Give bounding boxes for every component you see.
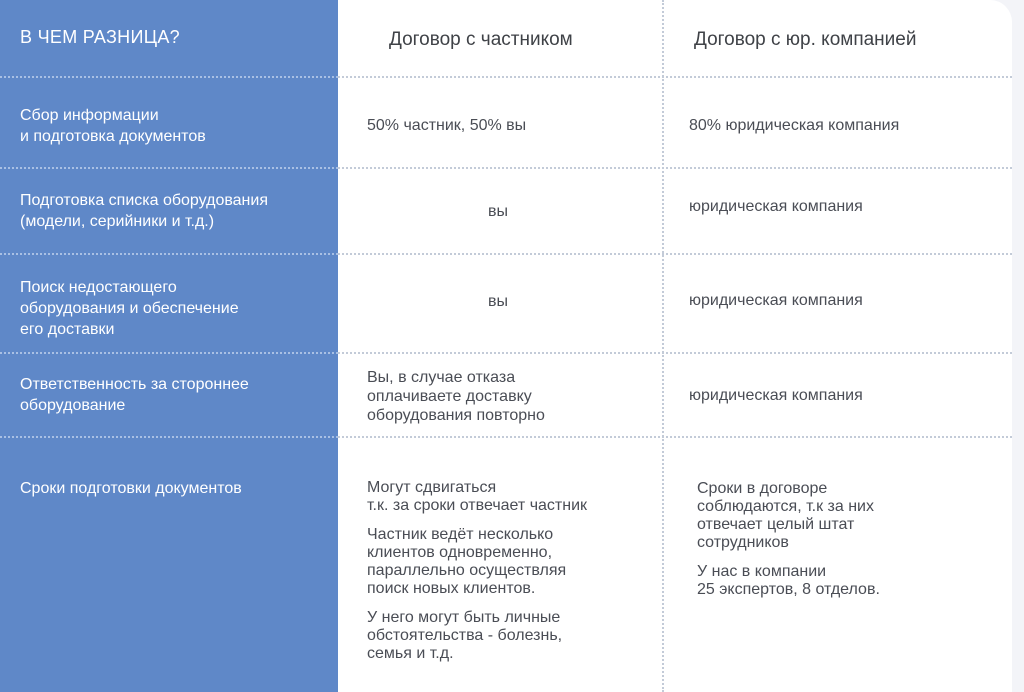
row-label-line: оборудования и обеспечение — [20, 300, 239, 317]
value-line: У нас в компании — [697, 563, 827, 580]
value-line: оплачиваете доставку — [367, 388, 532, 405]
value-line: оборудования повторно — [367, 407, 545, 424]
row-label-line: его доставки — [20, 321, 115, 338]
value-line: семья и т.д. — [367, 645, 454, 662]
value-line: соблюдаются, т.к за них — [697, 498, 874, 515]
row-company-value — [689, 290, 989, 311]
value-line: У него могут быть личные — [367, 609, 561, 626]
value-line: юридическая компания — [689, 292, 863, 309]
row-private-value — [367, 115, 647, 136]
row-private-value — [488, 201, 568, 222]
row-label-line: (модели, серийники и т.д.) — [20, 213, 215, 230]
header-title: В ЧЕМ РАЗНИЦА? — [20, 27, 180, 47]
value-paragraph — [367, 479, 657, 515]
value-line: вы — [488, 293, 508, 310]
row-company-value — [689, 115, 989, 136]
criteria-column — [0, 0, 338, 692]
value-line: Вы, в случае отказа — [367, 369, 516, 386]
row-label-equipment-list — [20, 190, 330, 232]
value-line: 25 экспертов, 8 отделов. — [697, 581, 880, 598]
row-label-line: Подготовка списка оборудования — [20, 192, 268, 209]
value-line: параллельно осуществляя — [367, 562, 567, 579]
value-line: Могут сдвигаться — [367, 479, 497, 496]
row-label-line: и подготовка документов — [20, 128, 206, 145]
value-line: т.к. за сроки отвечает частник — [367, 497, 588, 514]
row-company-value — [689, 385, 989, 406]
value-line: обстоятельства - болезнь, — [367, 627, 563, 644]
value-line: клиентов одновременно, — [367, 544, 553, 561]
value-line: вы — [488, 203, 508, 220]
value-paragraph — [367, 526, 657, 598]
row-company-value — [697, 480, 997, 599]
row-label-line: Сроки подготовки документов — [20, 480, 242, 497]
value-paragraph — [367, 609, 657, 663]
header-company-contract: Договор с юр. компанией — [694, 29, 917, 50]
value-line: отвечает целый штат — [697, 516, 855, 533]
row-private-value — [367, 479, 657, 663]
row-label-line: Ответственность за стороннее — [20, 376, 249, 393]
row-label-missing-equipment — [20, 277, 330, 340]
row-private-value — [488, 291, 568, 312]
row-label-deadlines — [20, 478, 330, 499]
column-divider — [662, 0, 664, 692]
row-label-line: Поиск недостающего — [20, 279, 177, 296]
value-line: 80% юридическая компания — [689, 117, 900, 134]
row-label-third-party-equipment — [20, 374, 330, 416]
value-line: Сроки в договоре — [697, 480, 828, 497]
value-paragraph — [697, 480, 997, 552]
value-line: Частник ведёт несколько — [367, 526, 554, 543]
value-line: юридическая компания — [689, 198, 863, 215]
row-label-line: оборудование — [20, 397, 126, 414]
row-label-line: Сбор информации — [20, 107, 159, 124]
row-private-value — [367, 368, 657, 425]
value-line: сотрудников — [697, 534, 789, 551]
value-line: 50% частник, 50% вы — [367, 117, 527, 134]
value-line: поиск новых клиентов. — [367, 580, 536, 597]
row-label-info-collection — [20, 105, 330, 147]
value-line: юридическая компания — [689, 387, 863, 404]
value-paragraph — [697, 563, 997, 599]
header-private-contract: Договор с частником — [389, 29, 573, 50]
row-company-value — [689, 196, 989, 217]
